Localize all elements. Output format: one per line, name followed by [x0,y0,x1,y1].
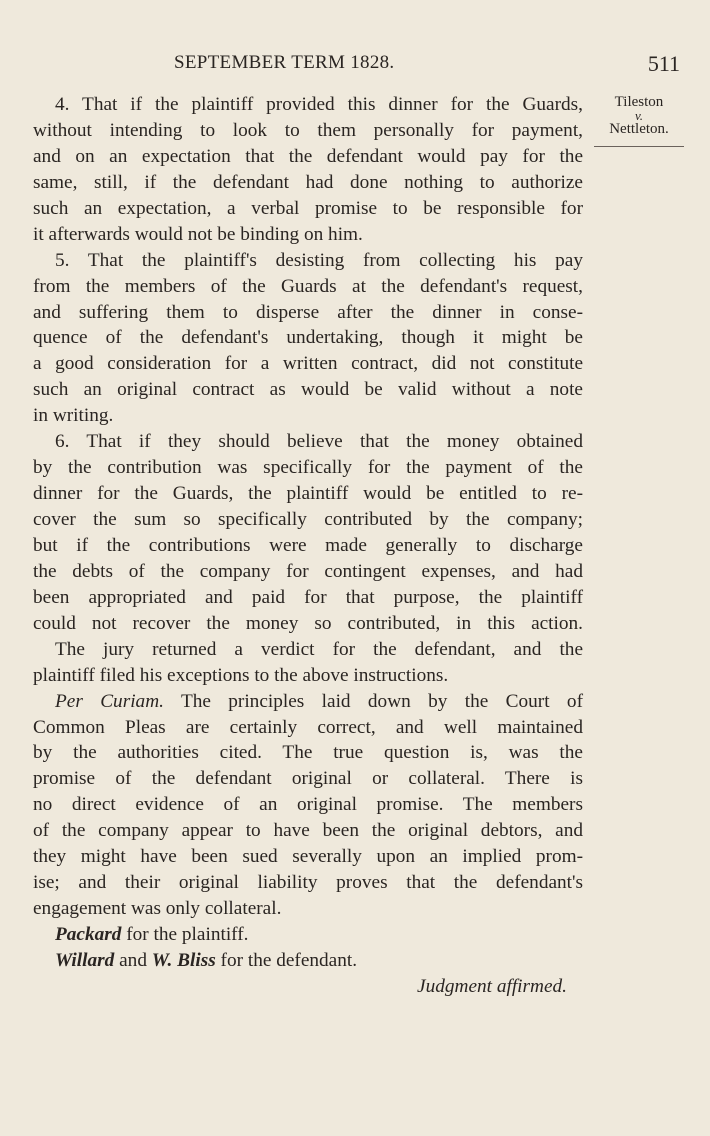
line-text: from the members of the Guards at the defendant's request, [33,275,583,297]
line-text: Common Pleas are certainly correct, and well maintained [33,716,583,738]
margin-case-title [594,94,684,147]
line-text: promise of the defendant original or collateral. There is [33,768,583,790]
text-line [33,507,583,533]
text-line [33,481,583,507]
emphasized-text: Willard [55,949,115,971]
line-text: and suffering them to disperse after the dinner in conse- [33,301,583,323]
page-header [0,52,710,82]
line-text: such an original contract as would be valid without a note [33,379,583,401]
line-text: of the company appear to have been the original debtors, and [33,820,583,842]
line-text: by the contribution was specifically for the payment of the [33,457,583,479]
text-line [33,403,583,429]
margin-rule [594,146,684,147]
margin-party1: Tileston [614,94,664,110]
line-text: cover the sum so specifically contributed by the company; [33,509,583,530]
line-text: without intending to look to them personally for payment, [33,119,583,141]
text-line [33,351,583,377]
line-text: and [114,949,152,971]
line-text: no direct evidence of an original promise. The members [33,794,583,816]
text-line [33,118,583,144]
text-line [33,325,583,351]
text-line [33,818,583,844]
text-line [33,222,583,248]
line-text: plaintiff filed his exceptions to the above instructions. [33,664,449,686]
text-line [33,922,583,948]
line-text: in writing. [33,405,114,427]
line-text: been appropriated and paid for that purpose, the plaintiff [33,586,583,608]
text-line [33,248,583,274]
text-line [33,637,583,663]
text-line [33,533,583,559]
emphasized-text: Packard [55,924,122,945]
line-text: and on an expectation that the defendant would pay for the [33,145,583,167]
text-line [33,144,583,170]
text-line [33,196,583,222]
emphasized-text: Per Curiam. [55,690,164,712]
line-text: 6. That if they should believe that the money obtained [55,431,583,453]
running-title: SEPTEMBER TERM 1828. [174,52,395,73]
line-text: The jury returned a verdict for the defendant, and the [55,638,583,660]
text-line [33,274,583,300]
text-line [33,792,583,818]
line-text: but if the contributions were made generally to discharge [33,534,583,556]
text-line [33,300,583,326]
emphasized-text: Judgment affirmed. [417,975,567,997]
text-line [33,844,583,870]
line-text: 4. That if the plaintiff provided this dinner for the Guards, [55,94,583,115]
text-line [33,92,583,118]
line-text: by the authorities cited. The true question is, was the [33,742,583,764]
text-line [33,585,583,611]
text-line [33,455,583,481]
line-text: The principles laid down by the Court of [163,690,583,712]
margin-party2: Nettleton. [609,121,669,137]
text-line [33,689,583,715]
page-number: 511 [647,51,680,76]
line-text: dinner for the Guards, the plaintiff would be entitled to re- [33,483,583,505]
text-line [33,740,583,766]
text-line [33,170,583,196]
emphasized-text: W. Bliss [151,949,216,971]
line-text: it afterwards would not be binding on him. [33,223,363,245]
line-text: for the defendant. [215,949,358,971]
text-line [33,715,583,741]
text-line [33,766,583,792]
text-line [33,896,583,922]
text-line [33,974,583,1000]
text-line [33,870,583,896]
line-text: such an expectation, a verbal promise to be responsible for [33,197,583,219]
body-text [33,92,583,1000]
text-line [33,948,583,974]
line-text: ise; and their original liability proves that the defendant's [33,872,583,894]
line-text: for the plaintiff. [121,924,249,945]
text-line [33,559,583,585]
line-text: 5. That the plaintiff's desisting from collecting his pay [55,249,583,271]
line-text: could not recover the money so contributed, in this action. [33,612,583,634]
text-line [33,663,583,689]
line-text: same, still, if the defendant had done nothing to authorize [33,171,583,193]
line-text: a good consideration for a written contract, did not constitute [33,353,583,375]
margin-versus: v. [634,108,644,123]
line-text: the debts of the company for contingent expenses, and had [33,560,583,582]
line-text: they might have been sued severally upon an implied prom- [33,846,583,868]
text-line [33,429,583,455]
text-line [33,611,583,637]
line-text: quence of the defendant's undertaking, though it might be [33,327,583,349]
text-line [33,377,583,403]
line-text: engagement was only collateral. [33,898,282,920]
